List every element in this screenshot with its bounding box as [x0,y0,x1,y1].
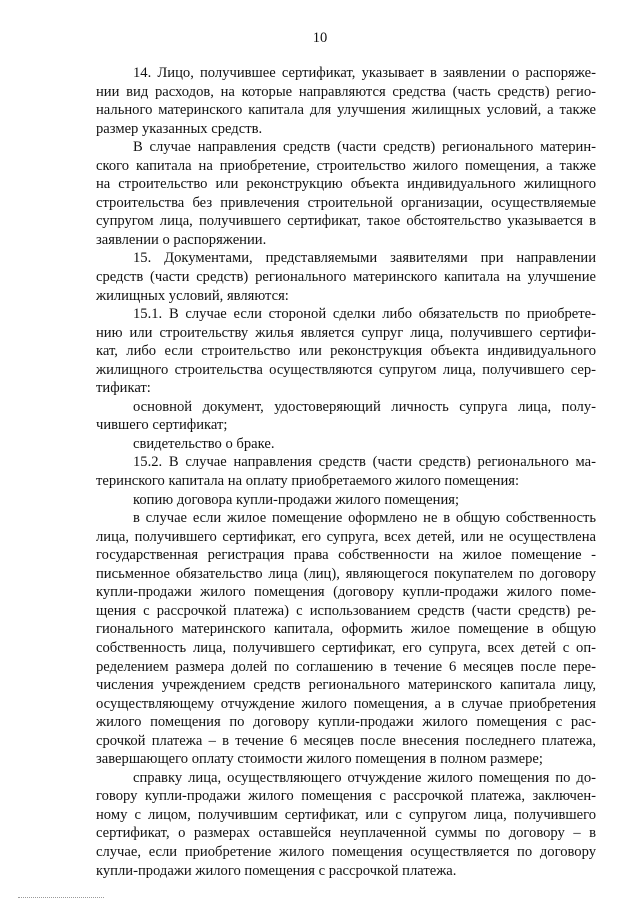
text-line: ского капитала на приобретение, строительство жилого помещения, а также [96,157,596,174]
text-line: ному с лицом, получившим сертификат, или с супругом лица, получившего [96,806,596,823]
paragraph-15-1 [96,305,596,398]
scan-artifact-mark [18,893,104,898]
text-line: гионального материнского капитала, оформить жилое помещение в общую [96,621,596,638]
paragraph-remaining-sum-certificate [96,769,596,880]
text-line: В случае направления средств (части средств) регионального материн- [133,139,596,156]
text-line: ределением размера долей по соглашению в течение 6 месяцев после пере- [96,658,596,675]
paragraph-15 [96,249,596,305]
paragraph-identity-document [96,398,596,435]
text-line: чившего сертификат; [96,417,228,434]
paragraph-contract-copy [96,491,596,510]
text-line: купли-продажи жилого помещения (договору купли-продажи жилого поме- [96,584,596,601]
text-line: нию или строительству жилья является супруг лица, получившего сертифи- [96,324,596,341]
text-line: срочкой платежа – в течение 6 месяцев после внесения последнего платежа, [96,732,596,749]
text-line: 14. Лицо, получившее сертификат, указывает в заявлении о распоряже- [133,65,596,81]
text-line: справку лица, осуществляющего отчуждение жилого помещения по до- [133,769,596,786]
text-line: говору купли-продажи жилого помещения с рассрочкой платежа, заключен- [96,788,596,805]
document-body [96,64,596,880]
text-line: 15. Документами, представляемыми заявителями при направлении [133,250,596,267]
text-line: в случае если жилое помещение оформлено не в общую собственность [133,510,596,527]
paragraph-15-2 [96,453,596,490]
text-line: теринского капитала на оплату приобретаемого жилого помещения: [96,473,520,490]
text-line: копию договора купли-продажи жилого помещения; [133,491,460,508]
text-line: 15.2. В случае направления средств (части средств) регионального ма- [133,454,596,471]
text-line: кат, либо если строительство или реконструкция объекта индивидуального [96,343,596,360]
text-line: завершающего оплату стоимости жилого помещения в полном размере; [96,751,543,768]
text-line: свидетельство о браке. [133,435,275,452]
text-line: размер указанных средств. [96,120,263,137]
text-line: государственная регистрация права собственности на жилое помещение - [96,547,596,564]
text-line: купли-продажи жилого помещения с рассрочкой платежа. [96,862,457,879]
page-number: 10 [312,30,328,46]
paragraph-marriage-certificate [96,435,596,454]
text-line: супругом лица, получившего сертификат, такое обстоятельство указывается в [96,213,596,230]
text-line: сертификат, о размерах оставшейся неуплаченной суммы по договору – в [96,825,596,842]
text-line: щения с рассрочкой платежа) с использованием средств (части средств) ре- [96,602,596,619]
text-line: собственность лица, получившего сертификат, его супруга, всех детей с оп- [96,639,596,656]
text-line: строительства без привлечения строительной организации, осуществляемые [96,194,596,211]
text-line: жилого помещения по договору купли-продажи жилого помещения с рас- [96,714,596,731]
text-line: 15.1. В случае если стороной сделки либо обязательств по приобрете- [133,306,596,323]
text-line: случае, если приобретение жилого помещения осуществляется по договору [96,843,596,860]
text-line: нального материнского капитала для улучшения жилищных условий, а также [96,102,596,119]
text-line: тификат: [96,380,151,397]
text-line: жилищных условий, являются: [96,287,289,304]
paragraph-written-obligation [96,509,596,769]
text-line: жилищного строительства осуществляются супругом лица, получившего сер- [96,361,596,378]
text-line: основной документ, удостоверяющий личность супруга лица, полу- [133,398,596,415]
text-line: нии вид расходов, на которые направляются средства (часть средств) регио- [96,83,596,100]
paragraph-construction [96,138,596,249]
text-line: осуществляющему отчуждение жилого помещения, а в случае приобретения [96,695,596,712]
text-line: письменное обязательство лица (лиц), являющегося покупателем по договору [96,565,596,582]
text-line: числения учреждением средств регионального материнского капитала лицу, [96,677,596,694]
paragraph-14 [96,64,596,138]
text-line: лица, получившего сертификат, его супруга, всех детей, или не осуществлена [96,528,596,545]
text-line: на строительство или реконструкцию объекта индивидуального жилищного [96,176,596,193]
text-line: средств (части средств) регионального материнского капитала на улучшение [96,269,596,286]
text-line: заявлении о распоряжении. [96,231,267,248]
